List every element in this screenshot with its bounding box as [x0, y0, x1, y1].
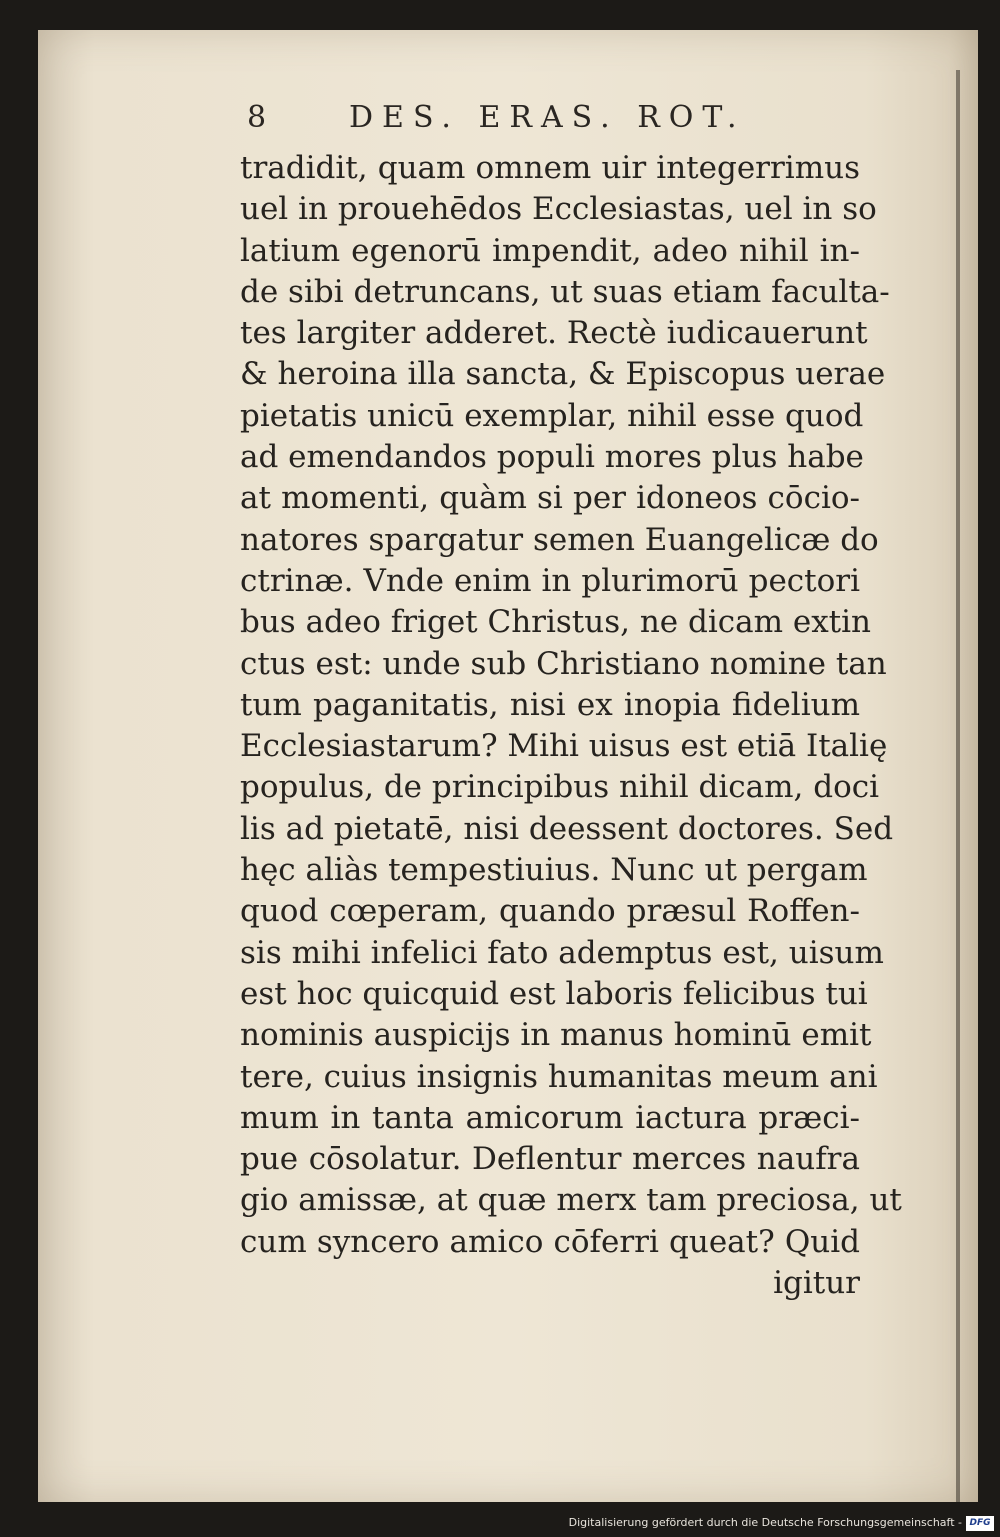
- text-line: natores spargatur semen Euangelicæ do: [240, 521, 879, 558]
- text-line: bus adeo friget Christus, ne dicam extin: [240, 604, 872, 641]
- text-line: tes largiter adderet. Rectè iudicauerunt: [240, 315, 868, 352]
- text-line: nominis auspicijs in manus hominū emit: [240, 1017, 872, 1054]
- page-number: 8: [247, 100, 273, 135]
- body-text: [240, 148, 902, 1304]
- text-line: quod cœperam, quando præsul Roffen-: [240, 893, 860, 930]
- text-line: cum syncero amico cōferri queat? Quid: [240, 1223, 860, 1260]
- text-line: est hoc quicquid est laboris felicibus tui: [240, 975, 868, 1012]
- text-line: ad emendandos populi mores plus habe: [240, 439, 864, 476]
- text-line: pietatis unicū exemplar, nihil esse quod: [240, 397, 864, 434]
- text-line: populus, de principibus nihil dicam, doci: [240, 769, 880, 806]
- text-line: de sibi detruncans, ut suas etiam faculta-: [240, 273, 890, 310]
- footer-bar: [0, 1502, 1000, 1537]
- text-line: hęc aliàs tempestiuius. Nunc ut pergam: [240, 852, 868, 889]
- text-line: at momenti, quàm si per idoneos cōcio-: [240, 480, 860, 517]
- text-line: tere, cuius insignis humanitas meum ani: [240, 1058, 878, 1095]
- dfg-logo-icon: DFG: [966, 1516, 994, 1531]
- text-line: mum in tanta amicorum iactura præci-: [240, 1099, 860, 1136]
- text-line: Ecclesiastarum? Mihi uisus est etiā Italię: [240, 728, 888, 765]
- running-title: DES. ERAS. ROT.: [349, 100, 746, 135]
- text-line: tum paganitatis, nisi ex inopia fidelium: [240, 686, 860, 723]
- funding-credit: Digitalisierung gefördert durch die Deutsche Forschungsgemeinschaft -: [568, 1516, 962, 1529]
- text-line: pue cōsolatur. Deflentur merces naufra: [240, 1141, 860, 1178]
- text-line: latium egenorū impendit, adeo nihil in-: [240, 232, 860, 269]
- page-edge: [956, 70, 960, 1510]
- text-line: ctus est: unde sub Christiano nomine tan: [240, 645, 887, 682]
- text-line: tradidit, quam omnem uir integerrimus: [240, 150, 860, 186]
- text-line: gio amissæ, at quæ merx tam preciosa, ut: [240, 1182, 902, 1219]
- text-line: sis mihi infelici fato ademptus est, uisum: [240, 934, 884, 971]
- text-line: & heroina illa sancta, & Episcopus uerae: [240, 356, 886, 393]
- running-head: [247, 100, 767, 150]
- text-line: ctrinæ. Vnde enim in plurimorū pectori: [240, 562, 860, 599]
- catchword: igitur: [773, 1265, 860, 1302]
- text-line: lis ad pietatē, nisi deessent doctores. Sed: [240, 810, 894, 847]
- text-line: uel in prouehēdos Ecclesiastas, uel in so: [240, 191, 877, 228]
